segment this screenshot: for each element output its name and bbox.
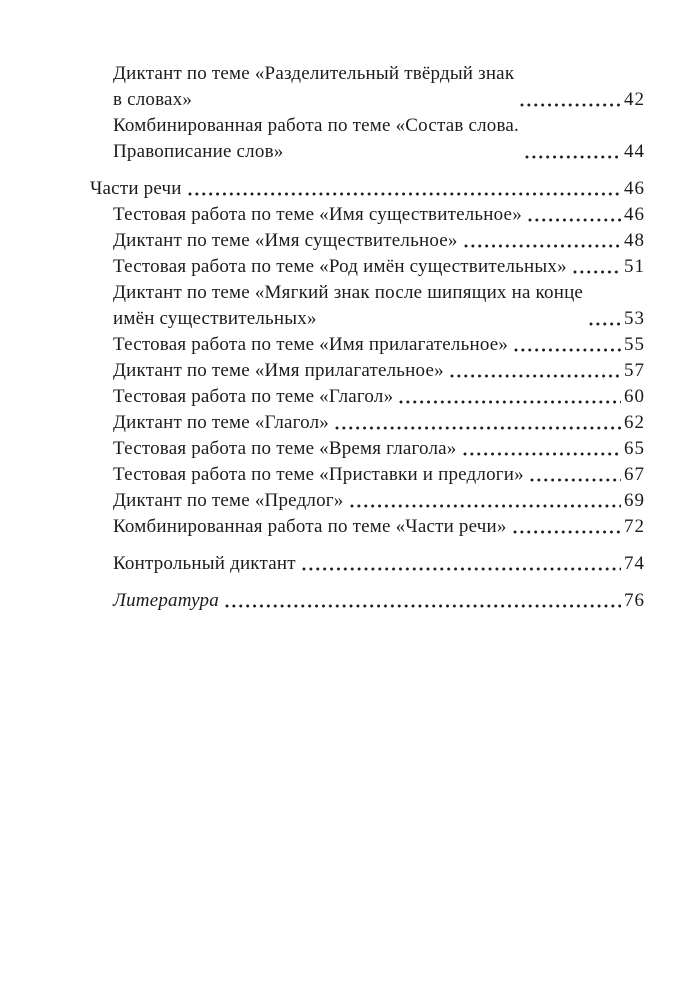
dot-leader: [301, 551, 621, 577]
toc-entry: [90, 228, 645, 254]
toc-entry: [90, 358, 645, 384]
page-number: 62: [624, 412, 645, 433]
page-number: 46: [624, 204, 645, 225]
page-number: 69: [624, 490, 645, 511]
dot-leader: [513, 332, 621, 358]
toc-entry-title: [113, 488, 344, 514]
dot-leader: [519, 87, 621, 113]
toc-entry-line: Диктант по теме «Мягкий знак после шипящих на конце: [113, 282, 584, 303]
dot-leader: [529, 462, 621, 488]
dot-leader: [463, 228, 621, 254]
toc-entry-line: Тестовая работа по теме «Время глагола»: [113, 438, 457, 459]
page-number: 55: [624, 334, 645, 355]
toc-entry-line: Диктант по теме «Разделительный твёрдый знак: [113, 63, 515, 84]
page-number: 48: [624, 230, 645, 251]
page-number: 51: [624, 256, 645, 277]
toc-entry: [90, 514, 645, 540]
toc-entry: [90, 254, 645, 280]
toc-entry-line: Правописание слов»: [113, 141, 284, 162]
toc-entry-line: Части речи: [90, 178, 182, 199]
toc-entry: [90, 332, 645, 358]
page-number: 74: [624, 553, 645, 574]
dot-leader: [224, 588, 621, 614]
dot-leader: [349, 488, 621, 514]
toc-entry: [90, 202, 645, 228]
toc-entry-line: Диктант по теме «Имя существительное»: [113, 230, 458, 251]
toc-entry-line: Диктант по теме «Глагол»: [113, 412, 329, 433]
toc-entry-line: Тестовая работа по теме «Имя существительное»: [113, 204, 522, 225]
page-number: 76: [624, 590, 645, 611]
dot-leader: [588, 306, 621, 332]
toc-entry: [90, 280, 645, 332]
dot-leader: [462, 436, 622, 462]
toc-entry-title: [113, 228, 458, 254]
dot-leader: [449, 358, 621, 384]
toc-entry-title: [113, 384, 393, 410]
toc-entry: [90, 588, 645, 614]
toc-entry: [90, 410, 645, 436]
toc-entry-line: Диктант по теме «Имя прилагательное»: [113, 360, 444, 381]
dot-leader: [187, 176, 621, 202]
toc-entry-title: [113, 61, 514, 113]
page-number: 46: [624, 178, 645, 199]
dot-leader: [512, 514, 621, 540]
toc-entry-title: [113, 332, 508, 358]
toc-entry-line: Тестовая работа по теме «Приставки и предлоги»: [113, 464, 524, 485]
page-number: 57: [624, 360, 645, 381]
toc-entry: [90, 551, 645, 577]
page-number: 44: [624, 141, 645, 162]
toc-entry-title: [113, 358, 444, 384]
page-number: 65: [624, 438, 645, 459]
page-number: 53: [624, 308, 645, 329]
toc-entry: [90, 384, 645, 410]
toc-entry-title: [113, 254, 567, 280]
dot-leader: [527, 202, 621, 228]
page-number: 67: [624, 464, 645, 485]
toc-entry-line: Комбинированная работа по теме «Части речи»: [113, 516, 507, 537]
toc-entry-title: [113, 113, 519, 165]
toc-entry-title: [113, 436, 457, 462]
toc-entry-title: [113, 514, 507, 540]
toc-entry-line: имён существительных»: [113, 308, 317, 329]
page-number: 72: [624, 516, 645, 537]
toc-entry-line: Комбинированная работа по теме «Состав слова.: [113, 115, 519, 136]
toc-entry-line: Литература: [113, 590, 219, 611]
toc-section-entry: [90, 176, 645, 202]
toc-entry-title: [90, 176, 182, 202]
toc-entry-title: [113, 280, 583, 332]
toc-entry-line: Тестовая работа по теме «Глагол»: [113, 386, 394, 407]
toc-entry-line: Контрольный диктант: [113, 553, 296, 574]
toc-entry-line: в словах»: [113, 89, 193, 110]
toc-entry: [90, 113, 645, 165]
toc-entry-line: Диктант по теме «Предлог»: [113, 490, 344, 511]
toc-entry-line: Тестовая работа по теме «Имя прилагательное»: [113, 334, 509, 355]
toc-entry-title: [113, 588, 219, 614]
toc-entry-line: Тестовая работа по теме «Род имён существительных»: [113, 256, 567, 277]
dot-leader: [572, 254, 621, 280]
toc-entry-title: [113, 202, 522, 228]
dot-leader: [524, 139, 621, 165]
toc-entry: [90, 488, 645, 514]
dot-leader: [334, 410, 621, 436]
page-number: 60: [624, 386, 645, 407]
dot-leader: [398, 384, 621, 410]
toc-entry: [90, 462, 645, 488]
toc-entry-title: [113, 551, 296, 577]
toc-entry: [90, 436, 645, 462]
toc-entry-title: [113, 462, 524, 488]
toc-entry-title: [113, 410, 329, 436]
toc-entry: [90, 61, 645, 113]
page-number: 42: [624, 89, 645, 110]
